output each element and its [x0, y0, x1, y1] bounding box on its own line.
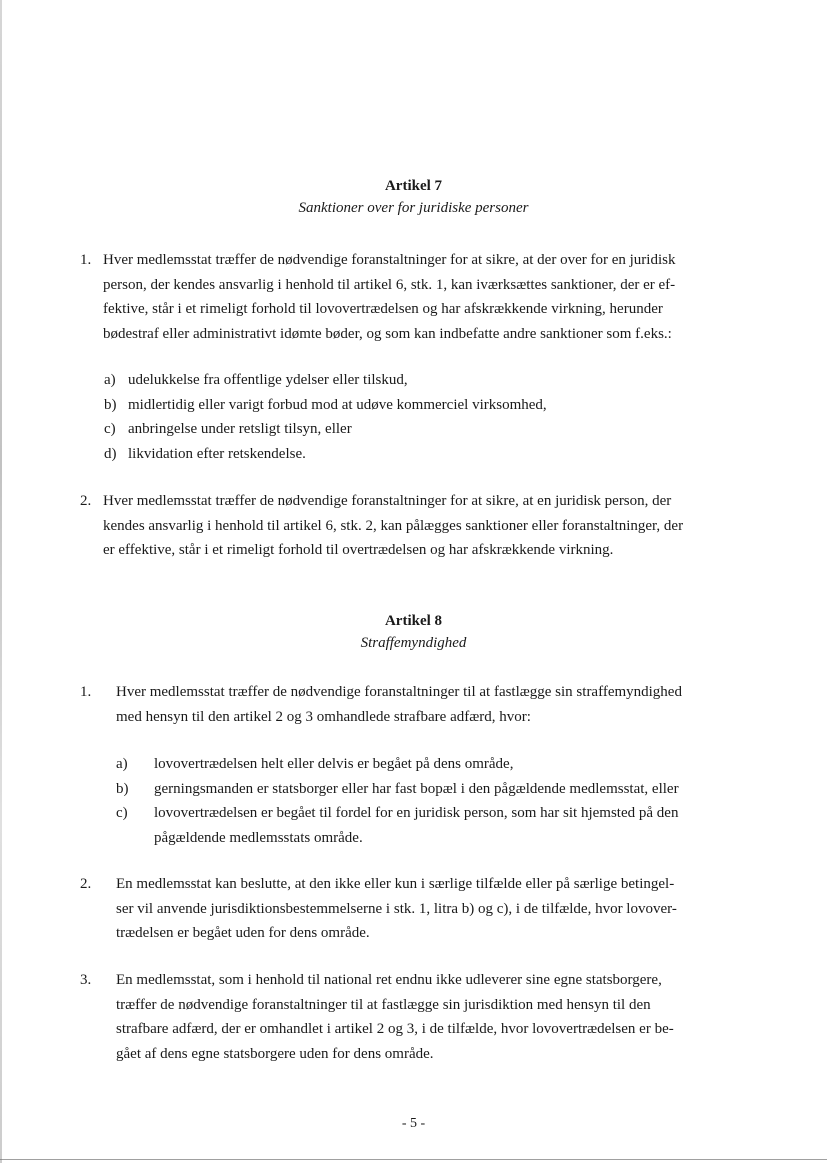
paragraph-line: trædelsen er begået uden for dens område.	[116, 925, 370, 941]
paragraph-line: Hver medlemsstat træffer de nødvendige foranstaltninger til at fastlægge sin straffemyndighed	[116, 684, 682, 700]
article-8-item-list	[116, 752, 756, 850]
article-7-item-list	[104, 368, 744, 466]
list-item-text: lovovertrædelsen er begået til fordel for en juridisk person, som har sit hjemsted på den	[154, 805, 679, 821]
list-item-label: d)	[104, 445, 117, 462]
article-8-subtitle: Straffemyndighed	[360, 635, 467, 651]
list-item-label: c)	[104, 421, 116, 437]
list-item-text: anbringelse under retsligt tilsyn, eller	[128, 421, 352, 437]
paragraph-line: En medlemsstat, som i henhold til national ret endnu ikke udleverer sine egne statsborgere,	[116, 972, 662, 988]
paragraph-number: 3.	[80, 972, 92, 988]
bottom-scan-line	[0, 1159, 827, 1160]
paragraph-line: person, der kendes ansvarlig i henhold til artikel 6, stk. 1, kan iværksættes sanktioner, der er ef-	[103, 276, 676, 293]
list-item-text: udelukkelse fra offentlige ydelser eller tilskud,	[128, 372, 408, 388]
paragraph-number: 2.	[80, 493, 92, 509]
list-item-continuation	[116, 826, 756, 851]
paragraph-line: træffer de nødvendige foranstaltninger til at fastlægge sin jurisdiktion med hensyn til den	[116, 996, 651, 1013]
article-7-heading	[0, 175, 827, 219]
paragraph-number: 1.	[80, 252, 92, 268]
paragraph-line: strafbare adfærd, der er omhandlet i artikel 2 og 3, i de tilfælde, hvor lovovertrædelsen er be-	[116, 1021, 674, 1037]
paragraph-line: bødestraf eller administrativt idømte bøder, og som kan indbefatte andre sanktioner som f.eks.:	[103, 325, 672, 342]
paragraph-line: Hver medlemsstat træffer de nødvendige foranstaltninger for at sikre, at der over for en juridisk	[103, 252, 676, 268]
list-item-text: likvidation efter retskendelse.	[128, 445, 306, 462]
list-item-label: a)	[104, 372, 116, 388]
list-item-label: a)	[116, 756, 128, 772]
list-item	[116, 777, 756, 802]
list-item-text: lovovertrædelsen helt eller delvis er begået på dens område,	[154, 756, 514, 772]
list-item-text: pågældende medlemsstats område.	[154, 829, 363, 846]
list-item-label: b)	[116, 780, 129, 797]
paragraph-number: 2.	[80, 876, 92, 892]
paragraph-line: En medlemsstat kan beslutte, at den ikke eller kun i særlige tilfælde eller på særlige betingel-	[116, 876, 675, 892]
paragraph-number: 1.	[80, 684, 92, 700]
paragraph-line: med hensyn til den artikel 2 og 3 omhandlede strafbare adfærd, hvor:	[116, 708, 531, 725]
article-8-title: Artikel 8	[384, 613, 443, 629]
list-item-text: gerningsmanden er statsborger eller har fast bopæl i den pågældende medlemsstat, eller	[154, 780, 679, 797]
paragraph-line: gået af dens egne statsborgere uden for dens område.	[116, 1045, 434, 1062]
list-item	[116, 801, 756, 826]
article-7-subtitle: Sanktioner over for juridiske personer	[298, 200, 529, 216]
list-item	[104, 368, 744, 393]
paragraph-line: er effektive, står i et rimeligt forhold til overtrædelsen og har afskrækkende virkning.	[103, 542, 614, 558]
list-item-label: b)	[104, 396, 117, 413]
list-item	[104, 417, 744, 442]
list-item	[116, 752, 756, 777]
paragraph-line: kendes ansvarlig i henhold til artikel 6, stk. 2, kan pålægges sanktioner eller foranstaltninger, der	[103, 517, 684, 534]
list-item-text: midlertidig eller varigt forbud mod at udøve kommerciel virksomhed,	[128, 396, 547, 413]
list-item	[104, 442, 744, 467]
list-item	[104, 393, 744, 418]
article-8-heading	[0, 610, 827, 654]
article-7-title: Artikel 7	[384, 178, 443, 194]
paragraph-line: ser vil anvende jurisdiktionsbestemmelserne i stk. 1, litra b) og c), i de tilfælde, hvor lovover-	[116, 900, 677, 917]
list-item-label: c)	[116, 805, 128, 821]
paragraph-line: Hver medlemsstat træffer de nødvendige foranstaltninger for at sikre, at en juridisk person, der	[103, 493, 672, 509]
paragraph-line: fektive, står i et rimeligt forhold til lovovertrædelsen og har afskrækkende virkning, herunder	[103, 301, 663, 317]
page-number: - 5 -	[401, 1116, 426, 1131]
